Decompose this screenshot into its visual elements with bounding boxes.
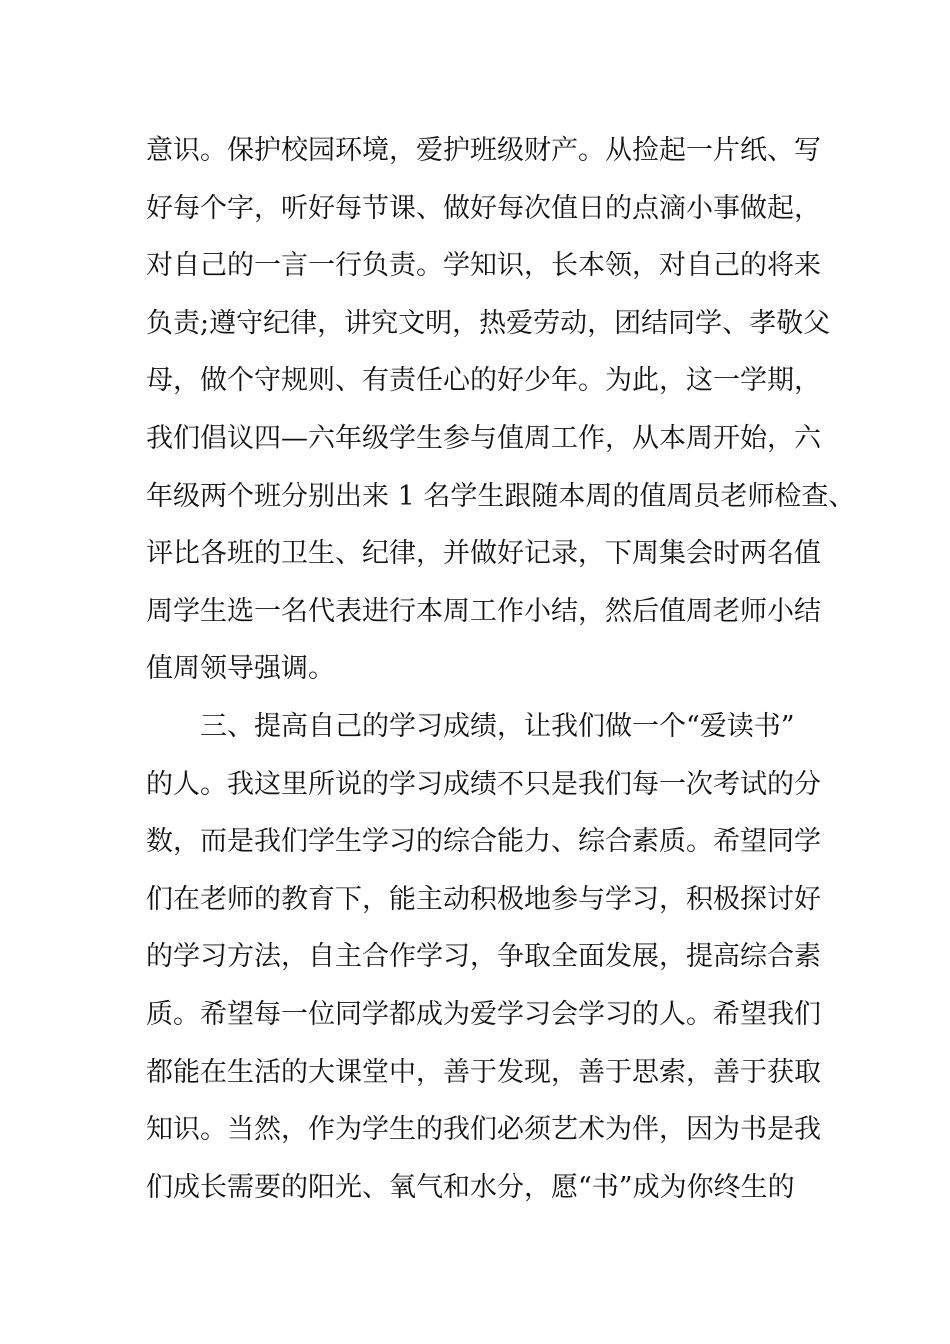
text-line: 的人。我这里所说的学习成绩不只是我们每一次考试的分 <box>146 768 821 800</box>
text-line: 好每个字，听好每节课、做好每次值日的点滴小事做起， <box>146 192 821 224</box>
text-line: 负责;遵守纪律，讲究文明，热爱劳动，团结同学、孝敬父 <box>146 307 831 339</box>
text-line: 评比各班的卫生、纪律，并做好记录，下周集会时两名值 <box>146 538 821 570</box>
text-line: 质。希望每一位同学都成为爱学习会学习的人。希望我们 <box>146 998 821 1030</box>
body-text <box>146 122 856 1216</box>
text-line: 意识。保护校园环境，爱护班级财产。从捡起一片纸、写 <box>146 135 821 166</box>
text-line: 的学习方法，自主合作学习，争取全面发展，提高综合素 <box>146 941 821 973</box>
text-line: 我们倡议四—六年级学生参与值周工作，从本周开始，六 <box>146 422 821 454</box>
text-line: 母，做个守规则、有责任心的好少年。为此，这一学期， <box>146 365 821 397</box>
text-line: 们在老师的教育下，能主动积极地参与学习，积极探讨好 <box>146 883 821 915</box>
text-line: 年级两个班分别出来 1 名学生跟随本周的值周员老师检查、 <box>146 480 856 512</box>
text-line: 对自己的一言一行负责。学知识，长本领，对自己的将来 <box>146 250 821 282</box>
text-line: 都能在生活的大课堂中，善于发现，善于思索，善于获取 <box>146 1056 821 1088</box>
section-heading-line: 三、提高自己的学习成绩，让我们做一个“爱读书” <box>146 710 795 742</box>
text-line: 数，而是我们学生学习的综合能力、综合素质。希望同学 <box>146 826 821 858</box>
text-line: 周学生选一名代表进行本周工作小结，然后值周老师小结 <box>146 595 821 627</box>
text-line: 们成长需要的阳光、氧气和水分，愿“书”成为你终生的 <box>146 1171 795 1203</box>
text-line: 知识。当然，作为学生的我们必须艺术为伴，因为书是我 <box>146 1114 821 1146</box>
text-line: 值周领导强调。 <box>146 653 335 685</box>
